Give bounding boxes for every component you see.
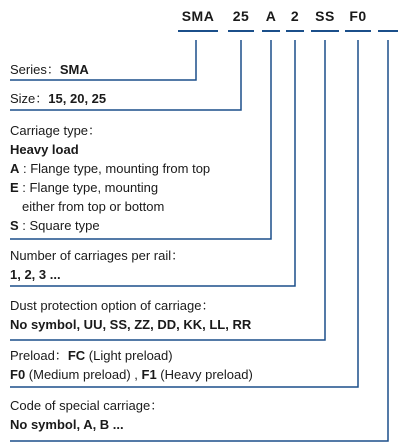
special-code-label: Code of special carriage：	[10, 398, 164, 413]
series-label: Series：	[10, 62, 60, 77]
code-underline-series	[178, 30, 218, 32]
code-dust-protection: SS	[315, 8, 335, 24]
series-value: SMA	[59, 62, 89, 77]
carriages-per-rail-block	[10, 246, 184, 284]
preload-line-1: Preload：FC (Light preload)	[10, 348, 173, 363]
size-value: 15, 20, 25	[48, 91, 107, 106]
code-underline-dust	[311, 30, 339, 32]
special-code-value: No symbol, A, B ...	[10, 417, 124, 432]
code-size: 25	[232, 8, 250, 24]
carriage-type-item-e: E : Flange type, mounting	[10, 180, 159, 195]
carriage-type-item-s: S : Square type	[10, 218, 100, 233]
carriage-type-item-e-cont: either from top or bottom	[22, 199, 165, 214]
code-underline-special	[378, 30, 398, 32]
code-underline-size	[228, 30, 254, 32]
dust-protection-value: No symbol, UU, SS, ZZ, DD, KK, LL, RR	[10, 317, 252, 332]
special-code-block	[10, 396, 163, 434]
dust-protection-label: Dust protection option of carriage：	[10, 298, 215, 313]
code-carriages-per-rail: 2	[290, 8, 300, 24]
code-carriage-type: A	[265, 8, 277, 24]
carriage-type-item-a: A : Flange type, mounting from top	[10, 161, 211, 176]
dust-protection-block	[10, 296, 251, 334]
preload-line-2: F0 (Medium preload) , F1 (Heavy preload)	[10, 367, 253, 382]
size-block	[10, 89, 106, 108]
size-label: Size：	[10, 91, 49, 106]
code-series: SMA	[181, 8, 215, 24]
carriage-type-label: Carriage type：	[10, 123, 102, 138]
code-underline-carriages	[286, 30, 304, 32]
carriage-type-heading: Heavy load	[10, 142, 79, 157]
preload-block	[10, 346, 253, 384]
code-underline-carriage-type	[262, 30, 280, 32]
carriages-per-rail-value: 1, 2, 3 ...	[10, 267, 61, 282]
carriage-type-block	[10, 121, 210, 235]
series-block	[10, 60, 89, 79]
code-underline-preload	[345, 30, 371, 32]
carriages-per-rail-label: Number of carriages per rail：	[10, 248, 185, 263]
code-preload: F0	[349, 8, 367, 24]
